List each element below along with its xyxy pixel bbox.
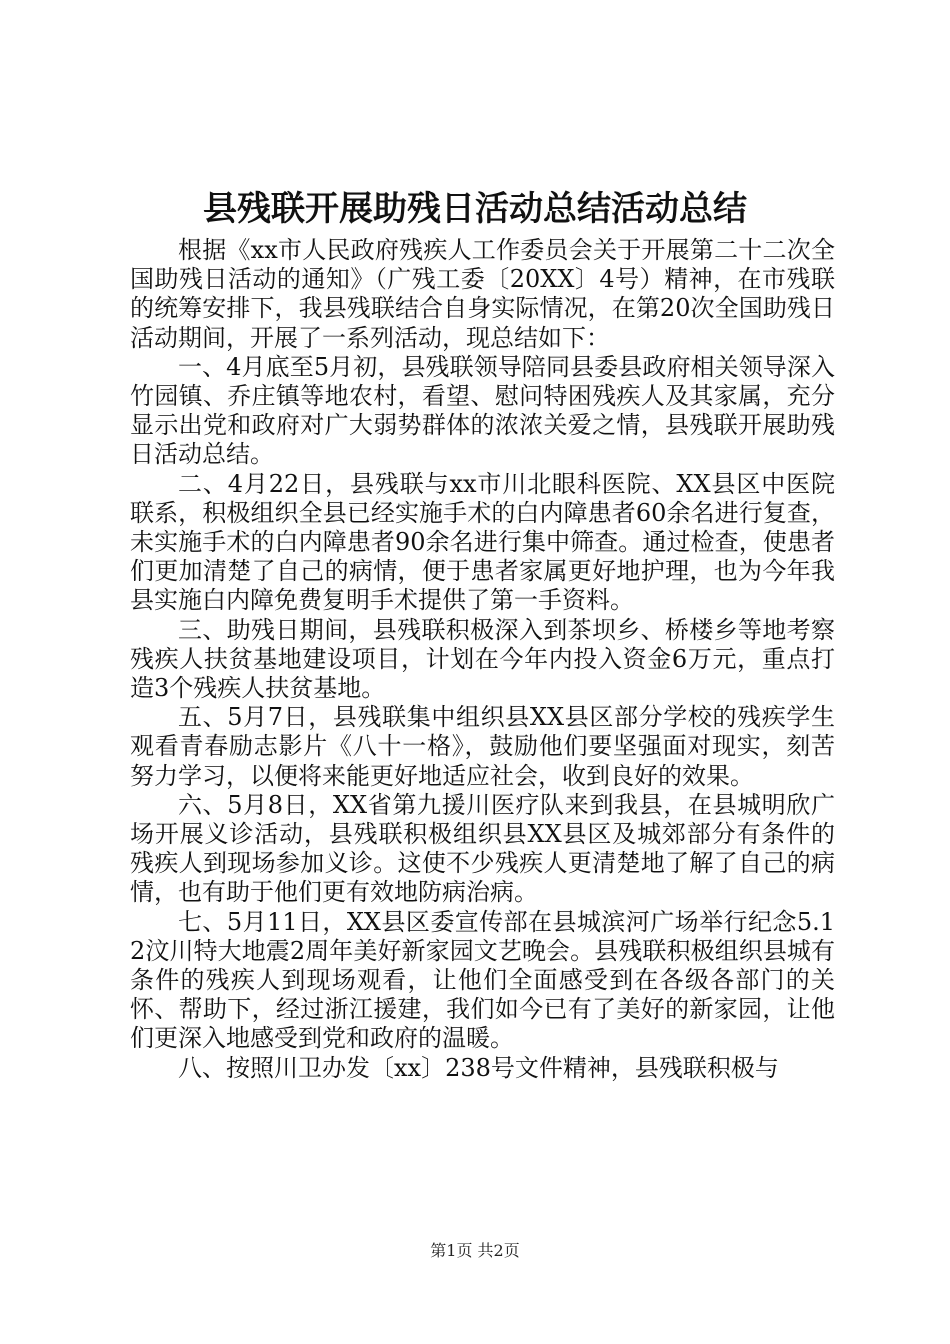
page-footer: 第1页 共2页 — [430, 1241, 520, 1260]
paragraph-7: 七、5月11日，XX县区委宣传部在县城滨河广场举行纪念5.12汶川特大地震2周年美好新家园文艺晚会。县残联积极组织县城有条件的残疾人到现场观看，让他们全面感受到在各级各部门的关怀、帮助下，经过浙江援建，我们如今已有了美好的新家园，让他们更深入地感受到党和政府的温暖。 — [130, 907, 835, 1053]
paragraph-2: 二、4月22日，县残联与xx市川北眼科医院、XX县区中医院联系，积极组织全县已经实施手术的白内障患者60余名进行复查，未实施手术的白内障患者90余名进行集中筛查。通过检查，使患者们更加清楚了自己的病情，便于患者家属更好地护理，也为今年我县实施白内障免费复明手术提供了第一手资料。 — [130, 469, 835, 615]
document-body — [130, 236, 835, 1083]
paragraph-3: 三、助残日期间，县残联积极深入到茶坝乡、桥楼乡等地考察残疾人扶贫基地建设项目，计划在今年内投入资金6万元，重点打造3个残疾人扶贫基地。 — [130, 615, 835, 703]
paragraph-intro: 根据《xx市人民政府残疾人工作委员会关于开展第二十二次全国助残日活动的通知》（广残工委〔20XX〕4号）精神，在市残联的统筹安排下，我县残联结合自身实际情况，在第20次全国助残日活动期间，开展了一系列活动，现总结如下： — [130, 236, 835, 352]
paragraph-1: 一、4月底至5月初，县残联领导陪同县委县政府相关领导深入竹园镇、乔庄镇等地农村，看望、慰问特困残疾人及其家属，充分显示出党和政府对广大弱势群体的浓浓关爱之情，县残联开展助残日活动总结。 — [130, 352, 835, 469]
paragraph-5: 五、5月7日，县残联集中组织县XX县区部分学校的残疾学生观看青春励志影片《八十一格》，鼓励他们要坚强面对现实，刻苦努力学习，以便将来能更好地适应社会，收到良好的效果。 — [130, 703, 835, 790]
document-title: 县残联开展助残日活动总结活动总结 — [203, 189, 747, 229]
paragraph-6: 六、5月8日，XX省第九援川医疗队来到我县，在县城明欣广场开展义诊活动，县残联积极组织县XX县区及城郊部分有条件的残疾人到现场参加义诊。这使不少残疾人更清楚地了解了自己的病情，也有助于他们更有效地防病治病。 — [130, 790, 835, 907]
paragraph-8: 八、按照川卫办发〔xx〕238号文件精神，县残联积极与 — [178, 1053, 779, 1082]
